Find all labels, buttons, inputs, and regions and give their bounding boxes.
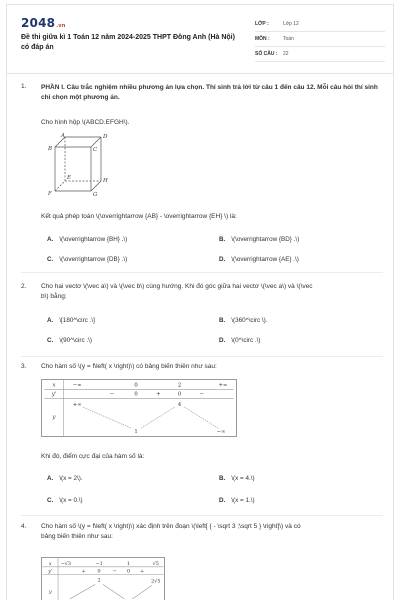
option-a[interactable] bbox=[47, 475, 83, 482]
question-2 bbox=[21, 283, 383, 363]
option-c[interactable] bbox=[47, 256, 127, 263]
meta-row-subject bbox=[255, 32, 385, 47]
meta-row-class bbox=[255, 17, 385, 32]
document-title: Đề thi giữa kì 1 Toán 12 năm 2024-2025 THPT Đông Anh (Hà Nội) có đáp án bbox=[21, 34, 235, 51]
table-cell: − bbox=[199, 391, 204, 398]
option-b[interactable] bbox=[219, 236, 299, 243]
option-a[interactable] bbox=[47, 317, 95, 324]
meta-value: Toán bbox=[283, 36, 294, 42]
option-text: \(\overrightarrow {DB} .\) bbox=[59, 256, 128, 263]
vertex-label: B bbox=[48, 146, 53, 152]
table-cell: 0 bbox=[126, 568, 130, 575]
table-cell: 1 bbox=[126, 560, 130, 567]
question-intro: Cho hình hộp \(ABCD.EFGH\). bbox=[41, 119, 130, 126]
option-label: D. bbox=[219, 337, 226, 344]
option-label: B. bbox=[219, 236, 226, 243]
vertex-label: F bbox=[48, 191, 52, 197]
question-3 bbox=[21, 363, 383, 523]
question-line: bảng biến thiên như sau: bbox=[41, 533, 113, 540]
meta-row-count bbox=[255, 47, 385, 62]
meta-key: MÔN : bbox=[255, 36, 270, 42]
vertex-label: E bbox=[67, 175, 72, 181]
table-cell: y bbox=[52, 414, 56, 421]
option-a[interactable] bbox=[47, 236, 127, 243]
table-cell: −√3 bbox=[60, 560, 72, 567]
option-b[interactable] bbox=[219, 317, 268, 324]
table-cell: 2 bbox=[97, 577, 101, 584]
table-cell: + bbox=[81, 568, 86, 575]
table-cell: 0 bbox=[134, 391, 138, 398]
variation-table bbox=[41, 379, 237, 437]
question-divider bbox=[21, 515, 383, 516]
meta-value: 22 bbox=[283, 51, 289, 57]
option-label: C. bbox=[47, 256, 54, 263]
question-line: b\) bằng: bbox=[41, 293, 67, 300]
table-cell: √5 bbox=[152, 560, 159, 567]
option-c[interactable] bbox=[47, 497, 83, 504]
question-number: 2. bbox=[21, 283, 27, 290]
option-text: \(360^\circ \). bbox=[231, 317, 268, 324]
question-line: Cho hai vectơ \(\vec a\) và \(\vec b\) cùng hướng. Khi đó góc giữa hai vectơ \(\vec a\) và \(\vec bbox=[41, 283, 313, 290]
option-d[interactable] bbox=[219, 256, 299, 263]
table-cell: − bbox=[109, 391, 115, 398]
option-text: \(x = 2\). bbox=[59, 475, 83, 482]
header-divider bbox=[7, 73, 393, 74]
table-cell: x bbox=[52, 382, 56, 389]
vertex-label: A bbox=[61, 133, 65, 139]
option-text: \(\overrightarrow {BH} .\) bbox=[59, 236, 128, 243]
table-cell: −∞ bbox=[216, 429, 226, 436]
option-text: \(x = 0.\) bbox=[59, 497, 83, 504]
question-divider bbox=[21, 356, 383, 357]
meta-key: LỚP : bbox=[255, 21, 269, 27]
box-figure bbox=[41, 133, 121, 203]
option-label: B. bbox=[219, 317, 226, 324]
option-label: A. bbox=[47, 475, 54, 482]
meta-value: Lớp 12 bbox=[283, 21, 299, 27]
table-cell: + bbox=[156, 391, 161, 398]
option-d[interactable] bbox=[219, 337, 261, 344]
question-4 bbox=[21, 523, 383, 600]
question-1 bbox=[21, 83, 383, 283]
table-cell: y' bbox=[48, 568, 53, 575]
table-cell: − bbox=[112, 568, 117, 575]
vertex-label: C bbox=[93, 147, 98, 153]
option-text: \(\overrightarrow {BD} .\) bbox=[231, 236, 300, 243]
option-c[interactable] bbox=[47, 337, 92, 344]
header bbox=[7, 5, 393, 67]
page bbox=[6, 4, 394, 600]
question-divider bbox=[21, 272, 383, 273]
table-cell: 0 bbox=[177, 391, 182, 398]
vertex-label: G bbox=[93, 192, 98, 198]
part-heading: PHẦN I. Câu trắc nghiệm nhiều phương án lựa chọn. Thí sinh trả lời từ câu 1 đến câu 12. Mỗi câu hỏi thí sinh chỉ chọn một phương án. bbox=[41, 84, 378, 101]
option-d[interactable] bbox=[219, 497, 255, 504]
table-cell: −1 bbox=[95, 560, 103, 567]
question-prompt: Cho hàm số \(y = f\left( x \right)\) có bảng biến thiên như sau: bbox=[41, 363, 217, 370]
vertex-label: D bbox=[103, 134, 108, 140]
option-b[interactable] bbox=[219, 475, 255, 482]
option-text: \[180^\circ .\] bbox=[59, 317, 95, 324]
table-cell: y' bbox=[51, 391, 57, 398]
table-cell: 2 bbox=[177, 382, 182, 389]
question-prompt: Kết quả phép toán \(\overrightarrow {AB} - \overrightarrow {EH} \) là: bbox=[41, 213, 237, 220]
site-logo[interactable]: 2048.vn bbox=[21, 16, 66, 30]
meta-key: SỐ CÂU : bbox=[255, 51, 278, 57]
table-cell: 0 bbox=[97, 568, 101, 575]
variation-table bbox=[41, 557, 165, 600]
option-label: C. bbox=[47, 497, 54, 504]
option-label: B. bbox=[219, 475, 226, 482]
option-label: D. bbox=[219, 497, 226, 504]
option-text: \(x = 1.\) bbox=[231, 497, 255, 504]
question-number: 3. bbox=[21, 363, 27, 370]
meta-table bbox=[255, 17, 385, 62]
option-label: A. bbox=[47, 236, 54, 243]
question-text: Khi đó, điểm cực đại của hàm số là: bbox=[41, 453, 145, 460]
option-text: \(90^\circ .\) bbox=[59, 337, 93, 344]
vertex-label: H bbox=[103, 178, 108, 184]
table-cell: +∞ bbox=[218, 382, 228, 389]
option-text: \(x = 4.\) bbox=[231, 475, 255, 482]
table-cell: y bbox=[48, 589, 52, 596]
table-cell: −∞ bbox=[72, 382, 82, 389]
option-label: A. bbox=[47, 317, 54, 324]
option-label: D. bbox=[219, 256, 226, 263]
table-cell: 1 bbox=[134, 429, 138, 436]
table-cell: 4 bbox=[177, 402, 182, 409]
table-cell: 2√5 bbox=[151, 578, 161, 585]
option-text: \(\overrightarrow {AE} .\) bbox=[231, 256, 299, 263]
table-cell: x bbox=[48, 560, 52, 567]
question-number: 1. bbox=[21, 83, 27, 90]
option-label: C. bbox=[47, 337, 54, 344]
question-line: Cho hàm số \(y = f\left( x \right)\) xác định trên đoạn \(\left[ { - \sqrt 3 ;\sqrt 5 } \right]\) và có bbox=[41, 523, 301, 530]
question-number: 4. bbox=[21, 523, 27, 530]
table-cell: + bbox=[140, 568, 145, 575]
table-cell: +∞ bbox=[72, 402, 82, 409]
table-cell: 0 bbox=[134, 382, 138, 389]
option-text: \(0^\circ .\) bbox=[231, 337, 261, 344]
